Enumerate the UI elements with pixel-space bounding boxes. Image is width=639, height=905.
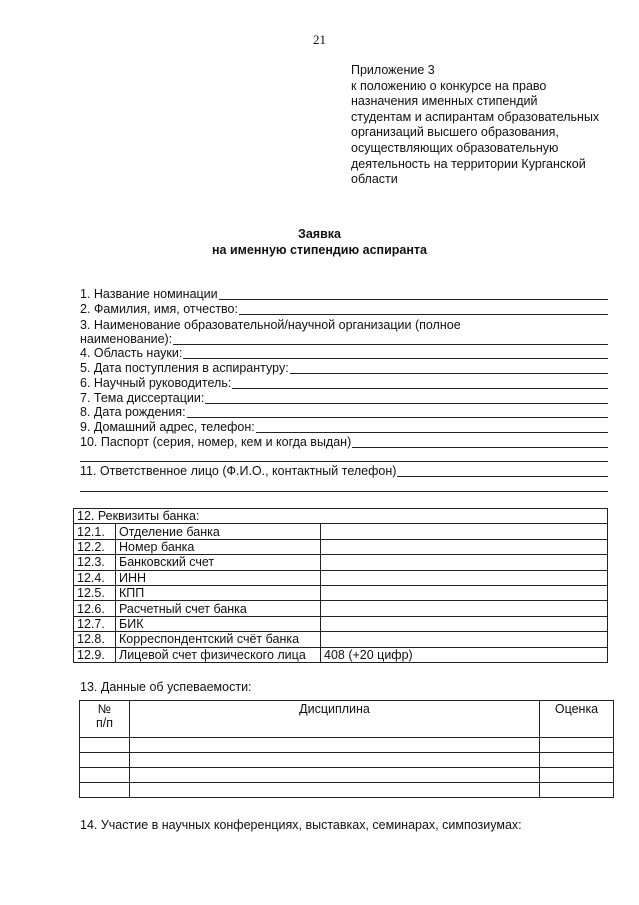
appendix-note (351, 63, 621, 188)
table-row (74, 632, 608, 647)
fill-line[interactable] (187, 405, 608, 418)
title-line-2: на именную стипендию аспиранта (212, 243, 427, 257)
document-title (0, 226, 639, 258)
row-value[interactable] (321, 585, 608, 600)
row-value[interactable] (321, 616, 608, 631)
row-value[interactable] (321, 601, 608, 616)
appendix-line: области (351, 172, 398, 187)
fill-line[interactable] (80, 491, 608, 492)
table-cell[interactable] (130, 753, 540, 768)
row-number: 12.7. (74, 616, 116, 631)
field-label: 8. Дата рождения: (80, 405, 186, 419)
row-label: Отделение банка (116, 524, 321, 539)
table-row (80, 738, 614, 753)
column-number-abbr: п/п (95, 716, 113, 730)
table-row (74, 570, 608, 585)
field-label: 11. Ответственное лицо (Ф.И.О., контактный телефон) (80, 464, 397, 478)
fill-line[interactable] (205, 391, 608, 404)
table-cell[interactable] (80, 738, 130, 753)
row-value[interactable]: 408 (+20 цифр) (321, 647, 608, 662)
row-number: 12.1. (74, 524, 116, 539)
row-label: Расчетный счет банка (116, 601, 321, 616)
fill-line[interactable] (219, 287, 608, 300)
appendix-line: назначения именных стипендий (351, 94, 538, 109)
column-discipline-header: Дисциплина (130, 701, 540, 738)
row-label: БИК (116, 616, 321, 631)
section-14-heading: 14. Участие в научных конференциях, выставках, семинарах, симпозиумах: (80, 818, 522, 832)
table-header-row (80, 701, 614, 738)
table-row (74, 616, 608, 631)
table-row (74, 555, 608, 570)
table-row (74, 524, 608, 539)
fill-line[interactable] (80, 461, 608, 462)
row-number: 12.6. (74, 601, 116, 616)
field-home-address[interactable] (80, 419, 608, 434)
fill-line[interactable] (352, 435, 608, 448)
row-number: 12.5. (74, 585, 116, 600)
column-number-header (80, 701, 130, 738)
field-label: 10. Паспорт (серия, номер, кем и когда выдан) (80, 435, 352, 449)
field-supervisor[interactable] (80, 375, 608, 390)
field-dissertation-topic[interactable] (80, 390, 608, 405)
row-number: 12.9. (74, 647, 116, 662)
table-row (80, 753, 614, 768)
fill-line[interactable] (232, 376, 608, 389)
page-number: 21 (313, 32, 326, 47)
bank-details-header: 12. Реквизиты банка: (74, 509, 608, 524)
table-cell[interactable] (80, 783, 130, 798)
fill-line[interactable] (290, 361, 608, 374)
table-row (80, 783, 614, 798)
field-responsible-person[interactable] (80, 463, 608, 478)
appendix-line: к положению о конкурсе на право (351, 78, 547, 93)
field-nomination[interactable] (80, 286, 608, 301)
appendix-line: студентам и аспирантам образовательных (351, 109, 600, 124)
field-label: 9. Домашний адрес, телефон: (80, 420, 255, 434)
field-label: 1. Название номинации (80, 287, 218, 301)
grades-table (79, 700, 614, 798)
bank-details-table (73, 508, 608, 663)
table-cell[interactable] (540, 768, 614, 783)
table-row (74, 539, 608, 554)
column-number-symbol: № (97, 702, 112, 716)
table-cell[interactable] (540, 783, 614, 798)
field-full-name[interactable] (80, 301, 608, 316)
appendix-line: организаций высшего образования, (351, 125, 559, 140)
field-admission-date[interactable] (80, 360, 608, 375)
row-value[interactable] (321, 570, 608, 585)
field-birth-date[interactable] (80, 404, 608, 419)
row-number: 12.4. (74, 570, 116, 585)
table-header-row (74, 509, 608, 524)
grades-heading: 13. Данные об успеваемости: (80, 680, 252, 694)
appendix-line: деятельность на территории Курганской (351, 156, 586, 171)
title-line-1: Заявка (298, 227, 341, 241)
field-label: 7. Тема диссертации: (80, 391, 205, 405)
table-cell[interactable] (80, 753, 130, 768)
row-number: 12.2. (74, 539, 116, 554)
row-label: Корреспондентский счёт банка (116, 632, 321, 647)
table-cell[interactable] (80, 768, 130, 783)
field-label: 5. Дата поступления в аспирантуру: (80, 361, 289, 375)
table-row (74, 647, 608, 662)
row-label: Номер банка (116, 539, 321, 554)
row-value[interactable] (321, 524, 608, 539)
row-number: 12.3. (74, 555, 116, 570)
row-number: 12.8. (74, 632, 116, 647)
row-value[interactable] (321, 555, 608, 570)
fill-line[interactable] (173, 332, 608, 345)
field-label: 6. Научный руководитель: (80, 376, 232, 390)
row-value[interactable] (321, 632, 608, 647)
field-passport[interactable] (80, 434, 608, 449)
table-cell[interactable] (130, 738, 540, 753)
table-cell[interactable] (540, 738, 614, 753)
row-value[interactable] (321, 539, 608, 554)
table-cell[interactable] (130, 768, 540, 783)
field-label: 4. Область науки: (80, 346, 183, 360)
table-cell[interactable] (540, 753, 614, 768)
table-cell[interactable] (130, 783, 540, 798)
appendix-line: Приложение 3 (351, 63, 435, 77)
appendix-line: осуществляющих образовательную (351, 140, 559, 155)
table-row (74, 601, 608, 616)
row-label: ИНН (116, 570, 321, 585)
field-label: наименование): (80, 332, 173, 346)
field-science-area[interactable] (80, 345, 608, 360)
field-label: 3. Наименование образовательной/научной организации (полное (80, 318, 461, 332)
fill-line[interactable] (397, 464, 608, 477)
field-label: 2. Фамилия, имя, отчество: (80, 302, 238, 316)
table-row (74, 585, 608, 600)
row-label: КПП (116, 585, 321, 600)
field-organization[interactable] (80, 331, 608, 346)
table-row (80, 768, 614, 783)
fill-line[interactable] (256, 420, 608, 433)
column-grade-header: Оценка (540, 701, 614, 738)
fill-line[interactable] (183, 346, 608, 359)
row-label: Банковский счет (116, 555, 321, 570)
row-label: Лицевой счет физического лица (116, 647, 321, 662)
fill-line[interactable] (239, 302, 608, 315)
